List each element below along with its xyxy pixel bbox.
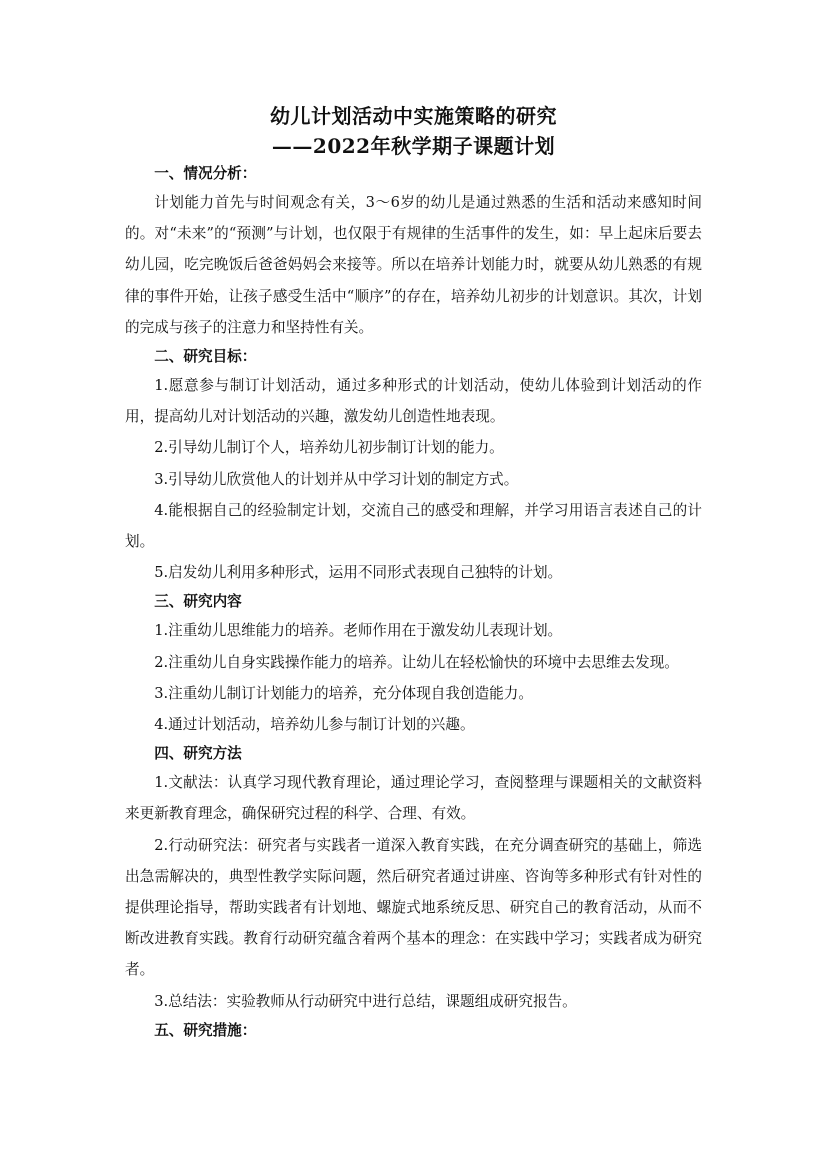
section-heading-analysis: 一、情况分析：: [154, 165, 257, 182]
paragraph: 4.能根据自己的经验制定计划，交流自己的感受和理解，并学习用语言表述自己的计划。: [125, 501, 702, 551]
paragraph: 2.注重幼儿自身实践操作能力的培养。让幼儿在轻松愉快的环境中去思维去发现。: [154, 653, 679, 671]
paragraph: 2.引导幼儿制订个人，培养幼儿初步制订计划的能力。: [154, 439, 504, 457]
paragraph: 3.注重幼儿制订计划能力的培养，充分体现自我创造能力。: [154, 684, 533, 702]
document-body: [125, 160, 702, 1044]
document-title: 幼儿计划活动中实施策略的研究: [270, 104, 557, 128]
paragraph: 3.引导幼儿欣赏他人的计划并从中学习计划的制定方式。: [154, 470, 519, 488]
paragraph: 1.愿意参与制订计划活动，通过多种形式的计划活动，使幼儿体验到计划活动的作用，提高幼儿对计划活动的兴趣，激发幼儿创造性地表现。: [125, 377, 702, 426]
paragraph: 5.启发幼儿利用多种形式，运用不同形式表现自己独特的计划。: [154, 564, 563, 582]
paragraph: 1.注重幼儿思维能力的培养。老师作用在于激发幼儿表现计划。: [154, 622, 563, 640]
document-subtitle: ——2022年秋学期子课题计划: [271, 134, 556, 158]
paragraph: 计划能力首先与时间观念有关，3～6岁的幼儿是通过熟悉的生活和活动来感知时间的。对“未来”的“预测”与计划，也仅限于有规律的生活事件的发生，如：早上起床后要去幼儿园，吃完晚饭后爸爸妈妈会来接等。所以在培养计划能力时，就要从幼儿熟悉的有规律的事件开始，让孩子感受生活中“顺序”的存在，培养幼儿初步的计划意识。其次，计划的完成与孩子的注意力和坚持性有关。: [125, 194, 702, 336]
paragraph: 1.文献法：认真学习现代教育理论，通过理论学习，查阅整理与课题相关的文献资料来更新教育理念，确保研究过程的科学、合理、有效。: [125, 774, 702, 823]
section-heading-content: 三、研究内容: [154, 593, 242, 611]
section-heading-goals: 二、研究目标：: [154, 348, 257, 366]
paragraph: 4.通过计划活动，培养幼儿参与制订计划的兴趣。: [154, 716, 475, 734]
paragraph: 2.行动研究法：研究者与实践者一道深入教育实践，在充分调查研究的基础上，筛选出急需解决的，典型性教学实际问题，然后研究者通过讲座、咨询等多种形式有针对性的提供理论指导，帮助实践者有计划地、螺旋式地系统反思、研究自己的教育活动，从而不断改进教育实践。教育行动研究蕴含着两个基本的理念：在实践中学习；实践者成为研究者。: [125, 836, 702, 979]
section-heading-measures: 五、研究措施：: [154, 1021, 257, 1039]
paragraph: 3.总结法：实验教师从行动研究中进行总结，课题组成研究报告。: [154, 992, 577, 1010]
section-heading-methods: 四、研究方法: [154, 745, 242, 763]
